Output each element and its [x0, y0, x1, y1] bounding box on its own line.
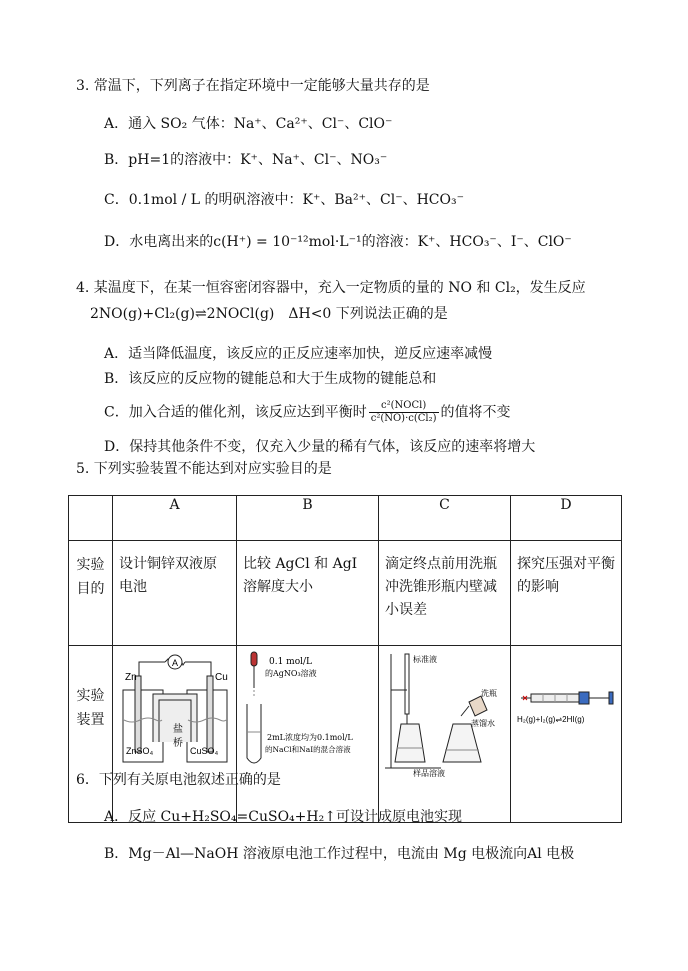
purpose-d: 探究压强对平衡的影响	[511, 541, 622, 646]
purpose-row-label	[69, 541, 113, 646]
apparatus-label-2: 装置	[76, 712, 105, 728]
salt-bridge-label-1: 盐	[173, 724, 183, 735]
syringe-diagram	[513, 650, 621, 778]
q4-fraction-numerator: c²(NOCl)	[369, 400, 439, 413]
wash-bottle-label: 洗瓶	[481, 689, 497, 698]
apparatus-label-1: 实验	[76, 688, 105, 704]
table-header-row	[69, 496, 622, 541]
purpose-label-1: 实验	[76, 557, 105, 573]
sample-solution-label: 样品溶液	[413, 769, 445, 778]
header-col-d: D	[511, 496, 622, 541]
purpose-a: 设计铜锌双液原电池	[113, 541, 237, 646]
header-col-c: C	[379, 496, 511, 541]
test-tube-diagram	[239, 650, 379, 778]
q4-option-d: D．保持其他条件不变，仅充入少量的稀有气体，该反应的速率将增大	[104, 439, 536, 455]
apparatus-b	[237, 646, 379, 823]
standard-solution-label: 标准液	[413, 655, 437, 664]
agno3-label: 的AgNO₃溶液	[265, 669, 317, 678]
ammeter-label: A	[171, 658, 179, 668]
q6-option-a: A．反应 Cu+H₂SO₄=CuSO₄+H₂↑可设计成原电池实现	[104, 809, 462, 825]
distilled-water-label: 蒸馏水	[471, 719, 495, 728]
zn-label: Zn	[125, 672, 137, 683]
q6-stem: 6．下列有关原电池叙述正确的是	[76, 772, 281, 788]
apparatus-row-label	[69, 646, 113, 823]
q3-option-b: B．pH=1的溶液中：K⁺、Na⁺、Cl⁻、NO₃⁻	[104, 152, 388, 168]
apparatus-c	[379, 646, 511, 823]
purpose-row	[69, 541, 622, 646]
q4-reaction: 2NO(g)+Cl₂(g)⇌2NOCl(g) ΔH<0 下列说法正确的是	[90, 306, 448, 322]
apparatus-a	[113, 646, 237, 823]
q4-stem: 4. 某温度下，在某一恒容密闭容器中，充入一定物质的量的 NO 和 Cl₂，发生反应	[76, 280, 586, 296]
q4-option-c-pre: C．加入合适的催化剂，该反应达到平衡时	[104, 404, 367, 421]
cu-label: Cu	[215, 672, 228, 683]
header-col-a: A	[113, 496, 237, 541]
mixture-label-2: 的NaCl和NaI的混合溶液	[265, 745, 351, 754]
conc-label: 0.1 mol/L	[269, 657, 313, 667]
q3-option-a: A．通入 SO₂ 气体：Na⁺、Ca²⁺、Cl⁻、ClO⁻	[104, 116, 393, 132]
equilibrium-equation: H₂(g)+I₂(g)⇌2HI(g)	[517, 715, 585, 724]
q3-stem: 3. 常温下，下列离子在指定环境中一定能够大量共存的是	[76, 78, 430, 94]
apparatus-d	[511, 646, 622, 823]
salt-bridge-label-2: 桥	[173, 738, 183, 749]
cuso4-label: CuSO₄	[190, 746, 219, 756]
purpose-b: 比较 AgCl 和 AgI 溶解度大小	[237, 541, 379, 646]
apparatus-row	[69, 646, 622, 823]
q4-option-c	[104, 400, 511, 425]
q5-stem: 5. 下列实验装置不能达到对应实验目的是	[76, 461, 332, 477]
header-col-b: B	[237, 496, 379, 541]
znso4-label: ZnSO₄	[126, 746, 154, 756]
q4-fraction	[369, 400, 439, 425]
header-blank	[69, 496, 113, 541]
titration-diagram	[381, 650, 511, 778]
q3-option-c: C．0.1mol / L 的明矾溶液中：K⁺、Ba²⁺、Cl⁻、HCO₃⁻	[104, 192, 464, 208]
q3-option-d: D．水电离出来的c(H⁺) = 10⁻¹²mol·L⁻¹的溶液：K⁺、HCO₃⁻、I⁻、ClO⁻	[104, 234, 572, 250]
purpose-label-2: 目的	[76, 581, 105, 597]
q6-option-b: B．Mg－Al—NaOH 溶液原电池工作过程中，电流由 Mg 电极流向Al 电极	[104, 846, 575, 862]
q4-option-c-post: 的值将不变	[440, 404, 511, 421]
galvanic-cell-diagram	[115, 650, 235, 778]
q4-fraction-denominator: c²(NO)·c(Cl₂)	[370, 413, 437, 424]
purpose-c: 滴定终点前用洗瓶冲洗锥形瓶内壁减小误差	[379, 541, 511, 646]
q4-option-a: A．适当降低温度，该反应的正反应速率加快，逆反应速率减慢	[104, 346, 493, 362]
q4-option-b: B．该反应的反应物的键能总和大于生成物的键能总和	[104, 371, 437, 387]
mixture-label-1: 2mL浓度均为0.1mol/L	[267, 733, 353, 742]
